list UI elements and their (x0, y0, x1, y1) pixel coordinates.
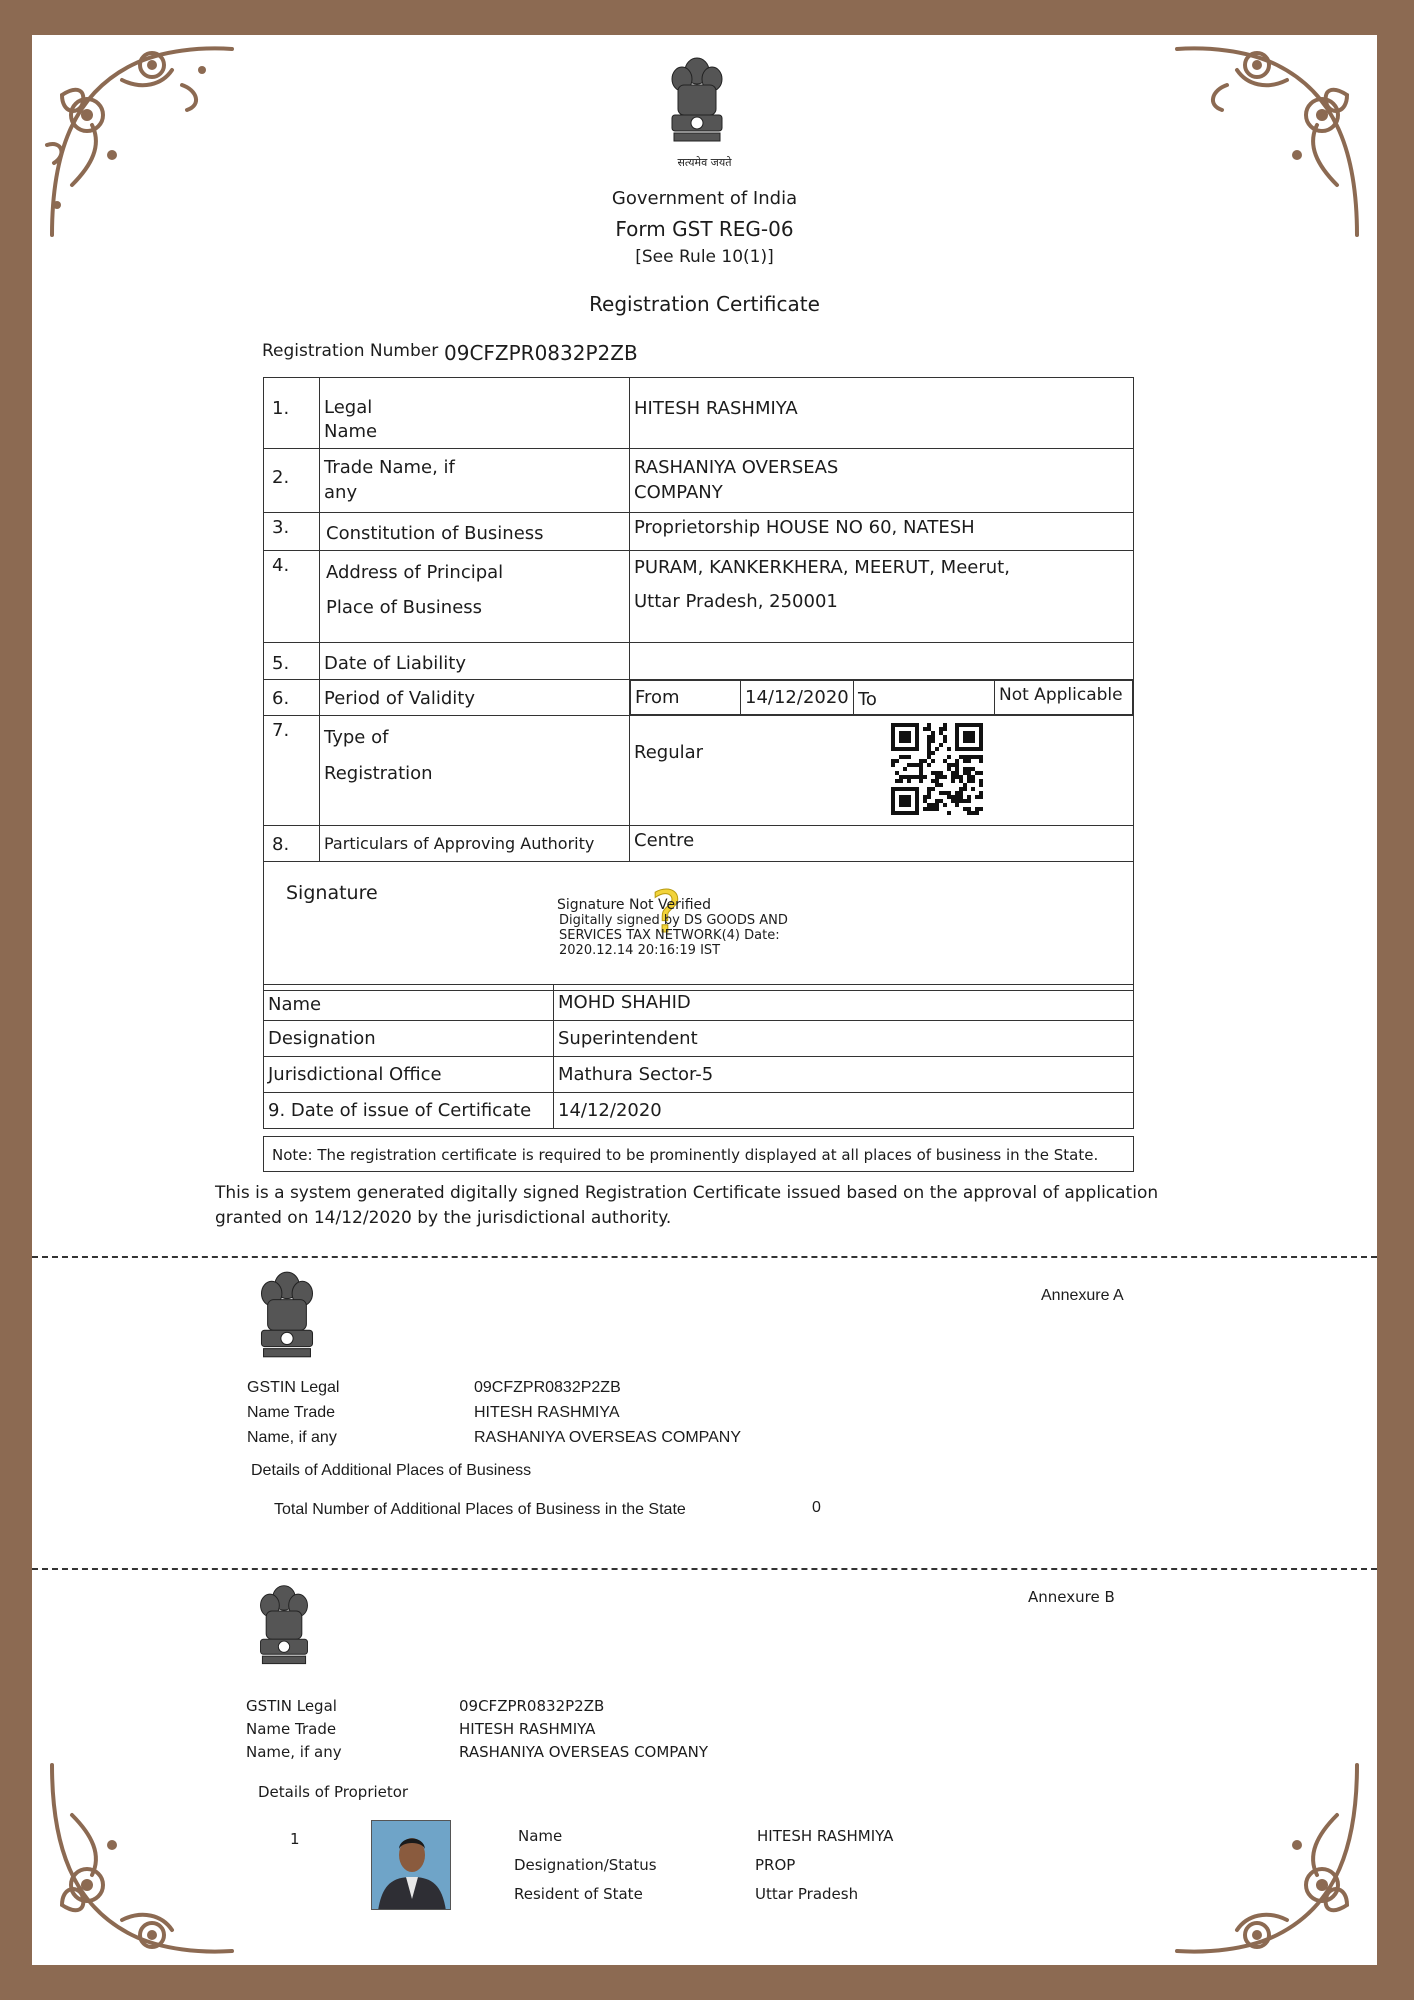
approving-authority-value: Centre (630, 826, 1134, 862)
row-label (320, 378, 630, 449)
row-number: 5. (264, 643, 320, 680)
section-divider (32, 1256, 1377, 1258)
label-line: Legal (324, 397, 373, 418)
address-value (630, 551, 1134, 643)
row-label: Date of Liability (320, 643, 630, 680)
signature-label: Signature (286, 882, 378, 904)
row-number: 8. (264, 826, 320, 862)
label-line: any (324, 482, 358, 503)
floral-corner-ornament (32, 1755, 242, 1965)
signature-detail-line: SERVICES TAX NETWORK(4) Date: (559, 928, 780, 943)
proprietor-state: Uttar Pradesh (755, 1885, 859, 1903)
row-number: 6. (264, 680, 320, 716)
certificate-title: Registration Certificate (589, 292, 820, 316)
national-emblem-icon (253, 1267, 321, 1367)
registration-type-value: Regular (634, 742, 704, 763)
table-row (264, 716, 1134, 826)
validity-subtable (630, 680, 1133, 715)
table-row (264, 1093, 1134, 1129)
rule-reference: [See Rule 10(1)] (635, 247, 774, 267)
registration-number: 09CFZPR0832P2ZB (444, 341, 638, 365)
proprietor-state-label: Resident of State (514, 1885, 643, 1903)
digital-signature-text (557, 898, 788, 958)
row-number: 2. (264, 449, 320, 513)
row-number: 4. (264, 551, 320, 643)
signature-status-text: Signature Not Verified (557, 897, 712, 913)
value-line: Uttar Pradesh, 250001 (634, 591, 838, 612)
table-row (264, 985, 1134, 1021)
registration-type-cell (630, 716, 1134, 826)
table-row (264, 1057, 1134, 1093)
row-label: Constitution of Business (320, 513, 630, 551)
table-row (264, 551, 1134, 643)
government-heading: Government of India (611, 188, 798, 209)
officer-name: MOHD SHAHID (554, 985, 1134, 1021)
table-row (264, 643, 1134, 680)
name-trade-label: Name Trade (246, 1720, 337, 1738)
row-label (320, 551, 630, 643)
gstin-legal-label: GSTIN Legal (246, 1697, 337, 1715)
name-if-any-label: Name, if any (246, 1743, 342, 1761)
row-label: Period of Validity (320, 680, 630, 716)
issue-date-value: 14/12/2020 (554, 1093, 1134, 1129)
gstin-legal-label: GSTIN Legal (247, 1379, 340, 1396)
table-row (264, 513, 1134, 551)
date-of-liability-value (630, 643, 1134, 680)
annexure-b-title: Annexure B (1028, 1588, 1115, 1606)
proprietor-name: HITESH RASHMIYA (757, 1827, 894, 1845)
proprietor-details-heading: Details of Proprietor (258, 1783, 409, 1801)
label-line: Address of Principal (326, 562, 504, 583)
signature-box (264, 862, 1133, 990)
emblem-motto: सत्यमेव जयते (677, 156, 732, 169)
from-label: From (631, 681, 741, 715)
additional-places-heading: Details of Additional Places of Business (251, 1462, 532, 1479)
gstin-value: 09CFZPR0832P2ZB (474, 1379, 621, 1396)
annexure-a-title: Annexure A (1041, 1287, 1124, 1304)
legal-name-value: HITESH RASHMIYA (459, 1720, 596, 1738)
trade-name-value: RASHANIYA OVERSEAS COMPANY (474, 1429, 742, 1446)
label-line: Name (324, 421, 378, 442)
proprietor-designation-label: Designation/Status (514, 1856, 657, 1874)
svg-text:?: ? (651, 884, 682, 940)
display-note: Note: The registration certificate is required to be prominently displayed at all places of business in the State. (263, 1136, 1134, 1172)
signature-cell (264, 862, 1134, 991)
row-number: 3. (264, 513, 320, 551)
floral-corner-ornament (1167, 1755, 1377, 1965)
qr-code-icon (891, 723, 983, 815)
proprietor-name-label: Name (518, 1827, 563, 1845)
legal-name-value: HITESH RASHMIYA (630, 378, 1134, 449)
value-line: PURAM, KANKERKHERA, MEERUT, Meerut, (634, 557, 1010, 578)
table-row (264, 680, 1134, 716)
legal-name-value: HITESH RASHMIYA (474, 1404, 620, 1421)
trade-name-value (630, 449, 1134, 513)
designation-label: Designation (264, 1021, 554, 1057)
gstin-value: 09CFZPR0832P2ZB (459, 1697, 605, 1715)
row-label (320, 449, 630, 513)
system-generated-note: This is a system generated digitally signed Registration Certificate issued based on the approval of application granted on 14/12/2020 by the jurisdictional authority. (215, 1183, 1159, 1228)
jurisdictional-office-label: Jurisdictional Office (264, 1057, 554, 1093)
name-trade-label: Name Trade (247, 1404, 336, 1421)
table-row (264, 826, 1134, 862)
registration-details-table (263, 377, 1134, 991)
row-label (320, 716, 630, 826)
constitution-value: Proprietorship HOUSE NO 60, NATESH (630, 513, 1134, 551)
national-emblem-icon (664, 53, 730, 151)
form-title: Form GST REG-06 (615, 217, 794, 241)
approving-officer-table (263, 984, 1134, 1129)
certificate-page (32, 35, 1377, 1965)
table-row (264, 449, 1134, 513)
label-line: Registration (324, 763, 433, 784)
value-line: RASHANIYA OVERSEAS (634, 457, 839, 478)
row-number: 7. (264, 716, 320, 826)
floral-corner-ornament (1167, 35, 1377, 245)
signature-detail-line: Digitally signed by DS GOODS AND (559, 913, 788, 928)
table-row (264, 862, 1134, 991)
proprietor-designation: PROP (755, 1856, 796, 1874)
name-if-any-label: Name, if any (247, 1429, 337, 1446)
label-line: Type of (324, 727, 389, 748)
table-row (264, 1021, 1134, 1057)
label-line: Trade Name, if (324, 457, 455, 478)
from-date: 14/12/2020 (741, 681, 854, 715)
label-line: Place of Business (326, 597, 483, 618)
national-emblem-icon (253, 1579, 315, 1675)
to-value: Not Applicable (995, 681, 1133, 715)
registration-number-label: Registration Number (262, 341, 439, 361)
additional-places-count-label: Total Number of Additional Places of Business in the State (274, 1501, 686, 1518)
designation-value: Superintendent (554, 1021, 1134, 1057)
table-row (264, 378, 1134, 449)
to-label: To (854, 681, 995, 715)
issue-date-label: 9. Date of issue of Certificate (264, 1093, 554, 1129)
officer-name-label: Name (264, 985, 554, 1021)
section-divider (32, 1568, 1377, 1570)
row-number: 1. (264, 378, 320, 449)
proprietor-photo (371, 1820, 451, 1910)
signature-timestamp: 2020.12.14 20:16:19 IST (559, 943, 721, 958)
value-line: COMPANY (634, 482, 723, 503)
jurisdictional-office-value: Mathura Sector-5 (554, 1057, 1134, 1093)
additional-places-count: 0 (812, 1499, 821, 1516)
row-label: Particulars of Approving Authority (320, 826, 630, 862)
trade-name-value: RASHANIYA OVERSEAS COMPANY (459, 1743, 709, 1761)
proprietor-serial: 1 (290, 1830, 300, 1848)
floral-corner-ornament (32, 35, 242, 245)
validity-cell (630, 680, 1134, 716)
